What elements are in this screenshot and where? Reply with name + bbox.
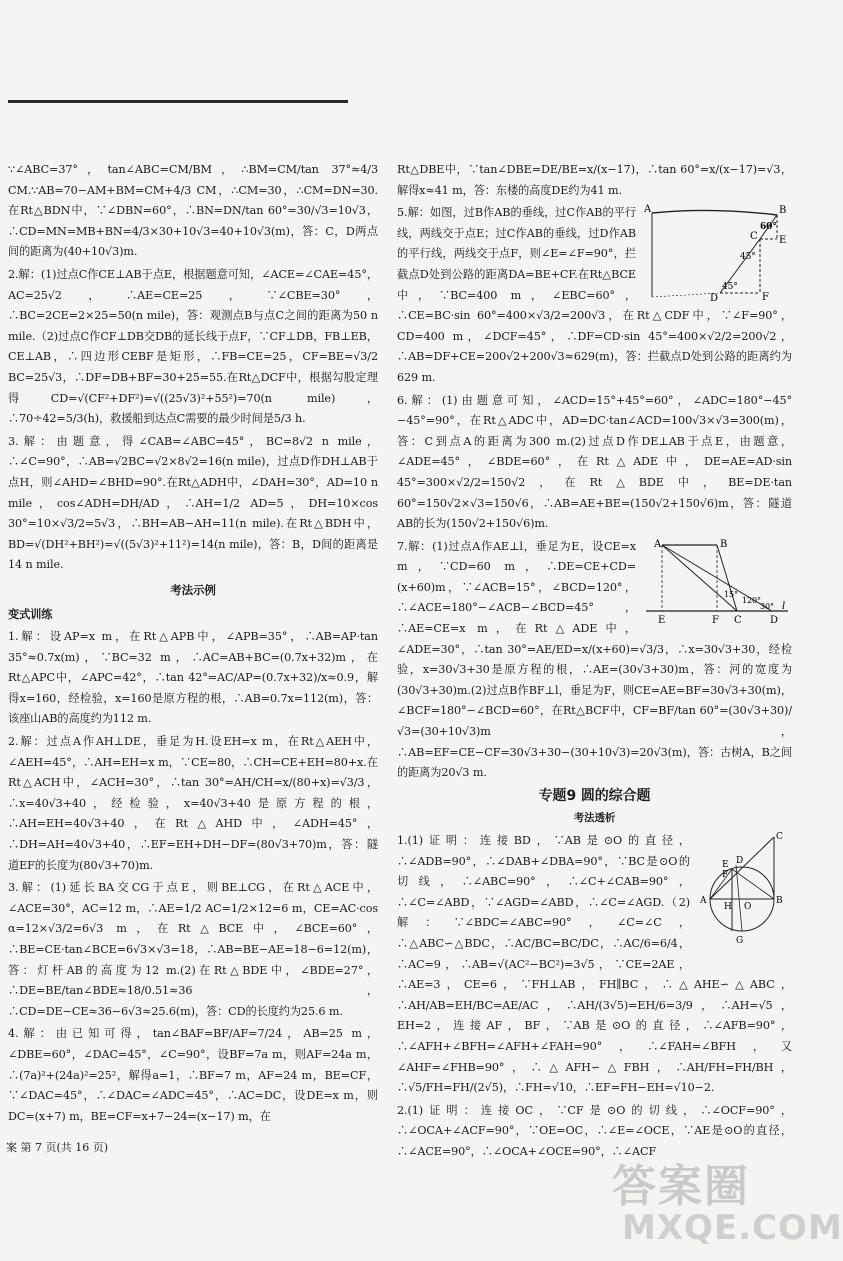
header-rule [8,100,348,103]
footer-prefix: 案 [6,1141,17,1154]
fig-label: B [720,538,728,550]
watermark-url: MXQE.COM [622,1208,843,1248]
fig-label: O [744,902,752,912]
fig-angle: 60° [760,222,777,233]
watermark-logo [612,1150,843,1254]
fig-label: B [776,896,783,906]
paragraph: ∵∠ABC=37°，tan∠ABC=CM/BM，∴BM=CM/tan 37°≈4/3 CM.∵AB=70−AM+BM=CM+4/3 CM，∴CM=30，∴CM=DN=30.在Rt△BDN中，∵∠DBN=60°，∴BN=DN/tan 60°=30/√3=10√3，∴CD=MN=MB+BN=4/3×30+10√3=40+10√3(m)，答：C，D两点间的距离为(40+10√3)m. [8,163,378,259]
right-column [397,160,792,1165]
fig-label: H [724,902,732,912]
fig-label: E [722,860,729,870]
topic-title: 专题9 圆的综合题 [538,787,651,804]
paragraph: 5.解：如图，过B作AB的垂线，过C作AB的平行线，两线交于点E；过C作AB的垂线，过D作AB的平行线，两线交于点F，则∠E=∠F=90°，拦截点D处到公路的距离DA=BE+CF.在Rt△BCE中，∵BC=400 m，∠EBC=60°，∴CE=BC·sin 60°=400×√3/2=200√3，在Rt△CDF中，∵∠F=90°，CD=400 m，∠DCF=45°，∴DF=CD·sin 45°=400×√2/2=200√2，∴AB=DF+CE=200√2+200√3≈629(m)，答：拦截点D处到公路的距离约为629 m. [397,206,792,384]
fig-label: D [770,614,778,626]
figure-circle-diagram [696,831,792,961]
section-title: 考法透析 [573,812,616,825]
fig-angle: 45° [722,282,738,293]
fig-label: E [779,235,787,247]
fig-label: B [779,205,787,217]
fig-label: C [750,231,758,243]
paragraph: 6.解：(1)由题意可知，∠ACD=15°+45°=60°，∠ADC=180°−45°−45°=90°，在Rt△ADC中，AD=DC·tan∠ACD=100√3×√3=300(m)，答：C到点A的距离为300 m.(2)过点D作DE⊥AB于点E，由题意，∠ADE=45°，∠BDE=60°，在Rt△ADE中，DE=AE=AD·sin 45°=300×√2/2=150√2，在Rt△BDE中，BE=DE·tan 60°=150√2×√3=150√6，∴AB=AE+BE=(150√2+150√6)m，答：隧道AB的长为(150√2+150√6)m. [397,393,792,531]
paragraph: 2.(1)证明：连接OC，∵CF是⊙O的切线，∴∠OCF=90°，∴∠OCA+∠ACF=90°，∵OE=OC，∴∠E=∠OCE，∵AE是⊙O的直径，∴∠ACE=90°，∴∠OCA+∠OCE=90°，∴∠ACF [397,1103,792,1158]
paragraph: 3.解：(1)延长BA交CG于点E，则BE⊥CG，在Rt△ACE中，∠ACE=30°，AC=12 m，∴AE=1/2 AC=1/2×12=6 m，CE=AC·cos α=12×√3/2=6√3 m，在Rt△BCE中，∠BCE=60°，∴BE=CE·tan∠BCE=6√3×√3=18，∴AB=BE−AE=18−6=12(m)，答：灯杆AB的高度为12 m.(2)在Rt△BDE中，∠BDE=27°，∴DE=BE/tan∠BDE≈18/0.51≈36，∴CD=DE−CE≈36−6√3≈25.6(m)，答：CD的长度约为25.6 m. [8,881,378,1018]
fig-label: E [658,614,666,626]
page-number: 第 7 页(共 16 页) [20,1141,109,1154]
fig-label: G [736,936,744,946]
paragraph: 4.解：由已知可得，tan∠BAF=BF/AF=7/24，AB=25 m，∠DBE=60°，∠DAC=45°，∠C=90°，设BF=7a m，则AF=24a m，∴(7a)²+(24a)²=25²，解得a=1，∴BF=7 m，AF=24 m，BE=CF，∵∠DAC=45°，∴∠DAC=∠ADC=45°，∴AC=DC，设DE=x m，则DC=(x+7) m，BE=CF=x+7−24=(x−17) m，在 [8,1027,378,1123]
left-column [8,160,378,1129]
fig-label: A [700,896,707,906]
fig-label: F [722,870,729,880]
fig-label: F [712,614,719,626]
sub-title: 变式训练 [8,607,53,622]
fig-label: l [782,600,786,612]
paragraph: 7.解：(1)过点A作AE⊥l，垂足为E，设CE=x m，∵CD=60 m，∴DE=CE+CD=(x+60)m，∵∠ACB=15°，∠BCD=120°，∴∠ACE=180°−∠ACB−∠BCD=45°，∴AE=CE=x m，在Rt△ADE中，∠ADE=30°，∴tan 30°=AE/ED=x/(x+60)=√3/3，∴x=30√3+30，经检验，x=30√3+30是原方程的根，∴AE=(30√3+30)m，答：河的宽度为(30√3+30)m.(2)过点B作BF⊥l，垂足为F，则CE=AE=BF=30√3+30(m)，∠BCF=180°−∠BCD=60°，在Rt△BCF中，CF=BF/tan 60°=(30√3+30)/√3=(30+10√3)m，∴AB=EF=CE−CF=30√3+30−(30+10√3)=20√3(m)，答：古树A，B之间的距离为20√3 m. [397,539,792,780]
fig-angle: 45° [740,252,756,263]
fig-label: C [734,614,742,626]
figure-road-diagram [642,203,792,303]
fig-angle: 15° [724,589,738,599]
watermark-text: 答案圈 [612,1161,750,1212]
fig-label: C [776,832,783,842]
fig-label: A [644,204,652,216]
page-footer [6,1139,108,1155]
fig-label: D [710,293,718,305]
paragraph: 2.解：(1)过点C作CE⊥AB于点E，根据题意可知，∠ACE=∠CAE=45°，AC=25√2，∴AE=CE=25，∵∠CBE=30°，∴BC=2CE=2×25=50(n mile)，答：观测点B与点C之间的距离为50 n mile.（2)过点C作CF⊥DB交DB的延长线于点F，∵CF⊥DB，FB⊥EB，CE⊥AB，∴四边形CEBF是矩形，∴FB=CE=25，CF=BE=√3/2 BC=25√3，∴DF=DB+BF=30+25=55.在Rt△DCF中，根据勾股定理得CD=√(CF²+DF²)=√((25√3)²+55²)=70(n mile)，∴70÷42=5/3(h)，救援船到达点C需要的最少时间是5/3 h. [8,267,378,426]
fig-angle: 120° [742,595,761,605]
fig-angle: 30° [760,601,774,611]
paragraph: Rt△DBE中，∵tan∠DBE=DE/BE=x/(x−17)，∴tan 60°=x/(x−17)=√3，解得x≈41 m，答：东楼的高度DE约为41 m. [397,163,792,197]
figure-river-diagram [642,537,792,625]
paragraph: 1.(1)证明：连接BD，∵AB是⊙O的直径，∴∠ADB=90°，∴∠DAB+∠DBA=90°，∵BC是⊙O的切线，∴∠ABC=90°，∴∠C+∠CAB=90°，∴∠C=∠ABD，∵∠AGD=∠ABD，∴∠C=∠AGD.（2)解：∵∠BDC=∠ABC=90°，∠C=∠C，∴△ABC∽△BDC，∴AC/BC=BC/DC，∴AC/6=6/4，∴AC=9，∴AB=√(AC²−BC²)=3√5，∵CE=2AE，∴AE=3，CE=6，∵FH⊥AB，FH∥BC，∴△AHE∽△ABC，∴AH/AB=EH/BC=AE/AC，∴AH/(3√5)=EH/6=3/9，∴AH=√5，EH=2，连接AF，BF，∵AB是⊙O的直径，∴∠AFB=90°，∴∠AFH+∠BFH=∠AFH+∠FAH=90°，∴∠FAH=∠BFH，又∠AHF=∠FHB=90°，∴△AFH∽△FBH，∴AH/FH=FH/BH，∴√5/FH=FH/(2√5)，∴FH=√10，∴EF=FH−EH=√10−2. [397,834,792,1095]
paragraph: 2.解：过点A作AH⊥DE，垂足为H.设EH=x m，在Rt△AEH中，∠AEH=45°，∴AH=EH=x m，∵CE=80，∴CH=CE+EH=80+x.在Rt△ACH中，∠ACH=30°，∴tan 30°=AH/CH=x/(80+x)=√3/3，∴x=40√3+40，经检验，x=40√3+40是原方程的根，∴AH=EH=40√3+40，在Rt△AHD中，∠ADH=45°，∴DH=AH=40√3+40，∴EF=EH+DH−DF=(80√3+70)m，答：隧道EF的长度为(80√3+70)m. [8,735,378,872]
paragraph: 1.解：设AP=x m，在Rt△APB中，∠APB=35°，∴AB=AP·tan 35°≈0.7x(m)，∵BC=32 m，∴AC=AB+BC=(0.7x+32)m，在Rt△APC中，∠APC=42°，∴tan 42°=AC/AP=(0.7x+32)/x≈0.9，解得x=160，经检验，x=160是原方程的根，∴AB=0.7x=112(m)，答：该座山AB的高度约为112 m. [8,630,378,726]
fig-label: F [762,292,769,304]
paragraph: 3.解：由题意，得∠CAB=∠ABC=45°，BC=8√2 n mile，∴∠C=90°，∴AB=√2BC=√2×8√2=16(n mile)，过点D作DH⊥AB于点H，则∠AHD=∠BHD=90°.在Rt△ADH中，∠DAH=30°，AD=10 n mile，cos∠ADH=DH/AD，∴AH=1/2 AD=5，DH=10×cos 30°=10×√3/2=5√3，∴BH=AB−AH=11(n mile).在Rt△BDH中，BD=√(DH²+BH²)=√((5√3)²+11²)=14(n mile)，答：B，D间的距离是14 n mile. [8,434,378,572]
fig-label: A [654,538,662,550]
section-title: 考法示例 [170,582,216,597]
fig-label: D [736,856,744,866]
